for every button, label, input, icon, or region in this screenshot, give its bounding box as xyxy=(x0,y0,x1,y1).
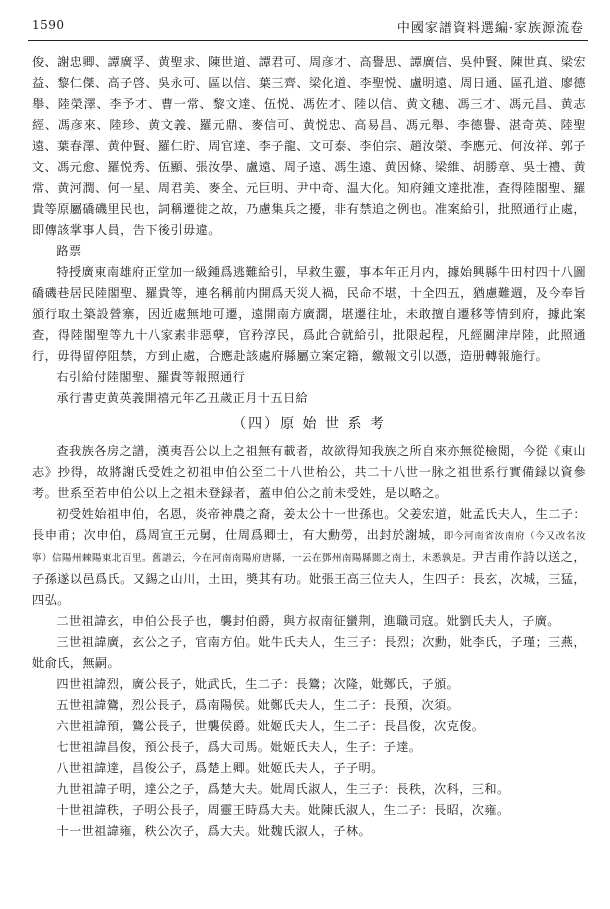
permit-signature-line-1: 右引給付陸閣聖、羅貴等報照通行 xyxy=(56,370,246,384)
generation-entry-7: 七世祖諱昌俊，預公長子，爲大司馬。妣姬氏夫人，生子：子達。 xyxy=(56,740,422,754)
page-number: 1590 xyxy=(32,18,65,32)
generation-entry-3: 三世祖諱廣，玄公之子，官南方伯。妣牛氏夫人，生三子：長烈；次勳，妣李氏，子瑾；三燕，妣俞氏，無嗣。 xyxy=(32,635,586,670)
permit-signature-line-2: 承行書吏黄英義開禧元年乙丑歲正月十五日給 xyxy=(56,391,309,405)
generation-entry-5: 五世祖諱鷟，烈公長子，爲南陽侯。妣鄭氏夫人，生二子：長預，次須。 xyxy=(56,698,460,712)
first-ancestor-title: 初受姓始祖 xyxy=(56,507,120,521)
first-ancestor-note-1: 即今河南省汝南府（今又改名汝寧）信陽州棘陽東北百里。 xyxy=(32,531,586,564)
first-ancestor-note-2: 舊譜云，今在河南南陽府唐縣，一云在鄧州南陽縣閬之南土，未悉孰是。 xyxy=(151,553,472,564)
book-title: 中國家譜資料選編·家族源流卷 xyxy=(396,21,584,36)
first-ancestor-paragraph xyxy=(32,504,586,611)
section-intro-paragraph: 查我族各房之譜，漢夷吾公以上之祖無有載者，故欲得知我族之所自來亦無從檢閲，今從《東山志》抄得，故將謝氏受姓之初祖申伯公至二十八世枱公，共二十八世一脉之祖世系行實備録以資參考。世系至若申伯公以上之祖未登録者，蓋申伯公之前未受姓，是以略之。 xyxy=(32,444,586,500)
permit-body-paragraph: 特授廣東南雄府正堂加一級鍾爲逃難給引，早救生靈，事本年正月内，據始興縣牛田村四十八圖礄磯巷居民陸閣聖、羅貴等，連名稱前内開爲天災人禍，民命不堪，十全四五，猶慮難週，及今奉旨頒行取土築設營寨，因近處無地可遷，遠開南方廣濶，堪遷往址，未敢擅自遷移等情到府，據此案查，得陸閣聖等九十八家素非惡孽，官矜淳民，爲此合就給引，批限起程，凡經關津岸陸，此照通行，毋得留停阻禁，方到止處，合應赴該處府縣屬立案定籍，繳報文引以憑，造册轉報施行。 xyxy=(32,265,586,363)
generation-entry-6: 六世祖諱預，鷟公長子，世襲侯爵。妣姬氏夫人，生二子：長昌俊，次克俊。 xyxy=(56,719,485,733)
page-header xyxy=(28,14,588,41)
generation-entry-9: 九世祖諱子明，達公之子，爲楚大夫。妣周氏淑人，生三子：長秩，次科，三和。 xyxy=(56,782,510,796)
first-ancestor-text-cont: 尹吉甫作詩以送之，子孫遂以邑爲氏。又錫之山川，土田，奬其有功。妣張王高三位夫人，生四子：長玄，次城，三猛，四弘。 xyxy=(32,550,586,607)
generation-entry-8: 八世祖諱達，昌俊公子，爲楚上卿。妣姬氏夫人，子子明。 xyxy=(56,761,384,775)
generation-entry-11: 十一世祖諱雍，秩公次子，爲大夫。妣魏氏淑人，子林。 xyxy=(56,824,372,838)
generation-entry-2: 二世祖諱玄，申伯公長子也，襲封伯爵，與方叔南征蠻荆，進職司寇。妣劉氏夫人，子廣。 xyxy=(56,614,560,628)
generation-entry-10: 十世祖諱秩，子明公長子，周靈王時爲大夫。妣陳氏淑人，生二子：長昭，次雍。 xyxy=(56,803,510,817)
names-list-paragraph: 俊、謝忠卿、譚廣孚、黄聖求、陳世道、譚君可、周彦才、高譽思、譚廣信、吳仲賢、陳世真、梁宏益、黎仁傑、高子啓、吳永可、區以信、葉三齊、梁化道、李聖悦、盧明遠、周日通、區孔道、廖德舉、陸榮澤、李予才、曹一常、黎文達、伍悦、馮佐才、陸以信、黄文穗、馮三才、馮元昌、黄志經、馮彦來、陸珍、黄文義、羅元鼎、麥信可、黄悦忠、高易昌、馮元舉、李德譽、湛奇英、陸聖遠、葉春澤、黄仲賢、羅仁貯、周官達、李子龍、文可泰、李伯宗、趙汝榮、李應元、何汝祥、郭子文、馮元愈、羅悦秀、伍顯、張汝學、盧遠、周子遠、馮生遠、黄因條、梁維、胡勝章、吳士禮、黄常、黄河潤、何一星、周君美、麥全、元巨明、尹中奇、温大化。知府鍾文達批准，查得陸閣聖、羅貴等原屬礄磯里民也，詞稱遷徙之故，乃慮集兵之擾，非有禁追之例也。准案給引，批照通行止處，即傳該掌事人員，告下後引毋違。 xyxy=(32,55,586,237)
page-body xyxy=(32,52,586,842)
section-heading: （四）原 始 世 系 考 xyxy=(232,416,386,432)
road-permit-label: 路票 xyxy=(56,244,82,258)
generation-entry-4: 四世祖諱烈，廣公長子，妣武氏，生二子：長鷟；次隆，妣鄭氏，子頒。 xyxy=(56,677,460,691)
first-ancestor-text: 申伯，名恩，炎帝神農之裔，姜太公十一世孫也。父姜宏道，妣孟氏夫人，生二子：長申甫；次申伯，爲周宣王元舅，仕周爲卿士，有大勳勞，出封於謝城， xyxy=(32,507,586,542)
